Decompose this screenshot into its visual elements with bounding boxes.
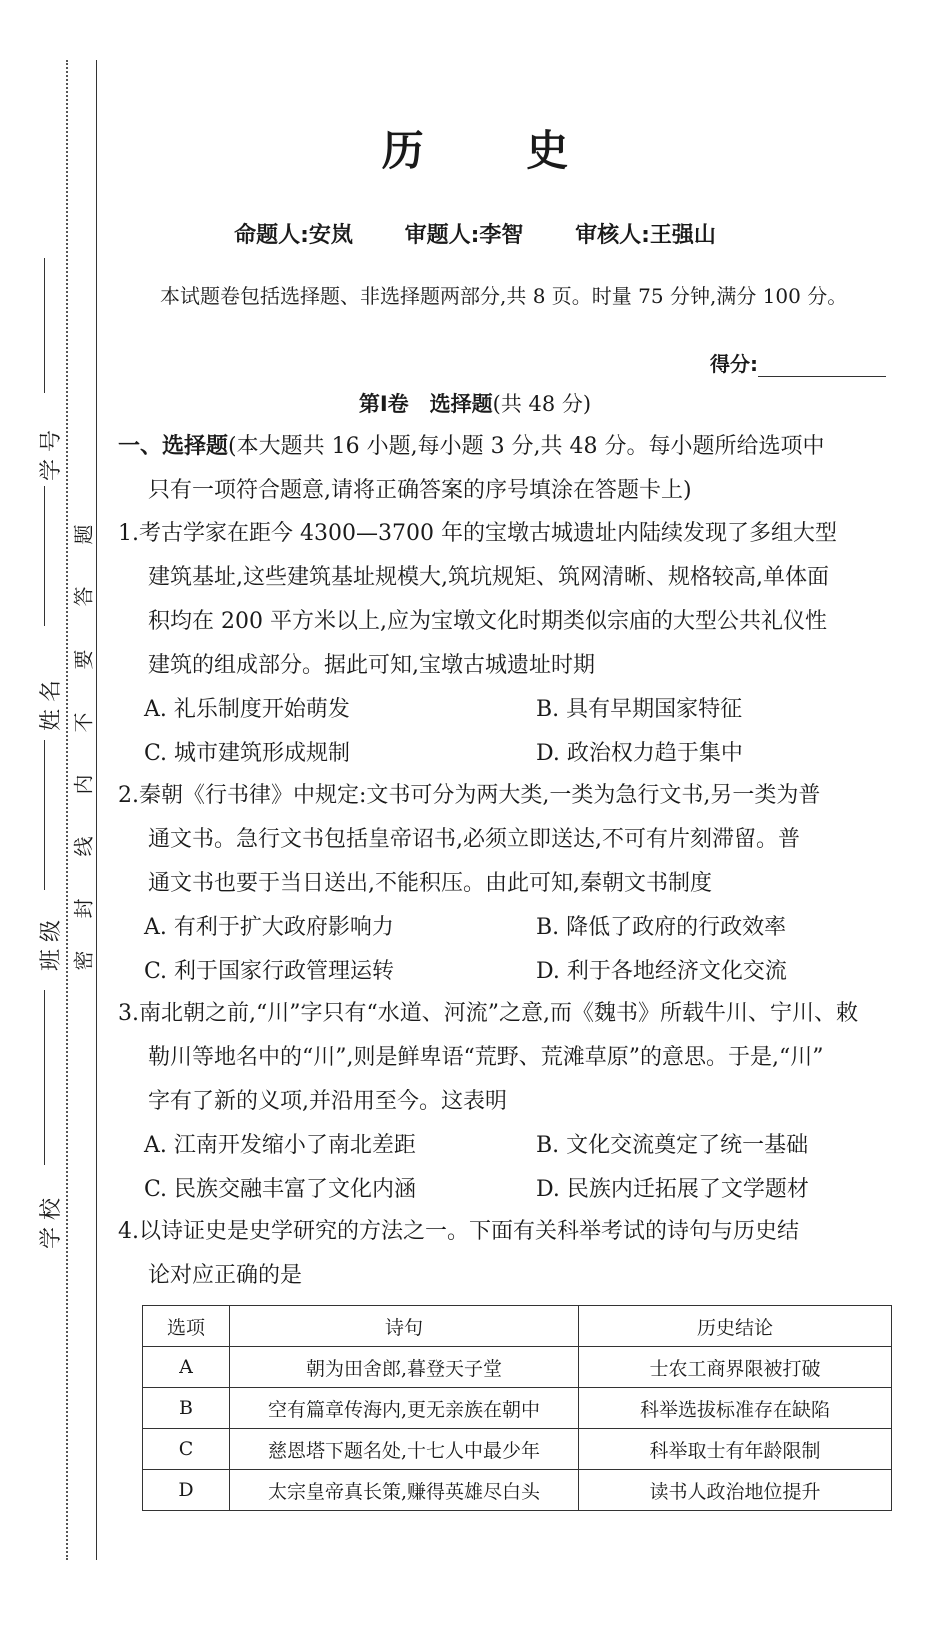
table-row[interactable]: [143, 1388, 892, 1429]
option-2a[interactable]: A. 有利于扩大政府影响力: [144, 915, 394, 940]
table-row[interactable]: [143, 1347, 892, 1388]
page-title: 历 史: [381, 126, 613, 175]
field-student-id: 学 号: [39, 430, 64, 481]
question-line: 通文书也要于当日送出,不能积压。由此可知,秦朝文书制度: [148, 871, 712, 896]
part1-line1: (本大题共 16 小题,每小题 3 分,共 48 分。每小题所给选项中: [228, 434, 825, 459]
seal-char: 线: [71, 836, 96, 857]
authors: [0, 218, 950, 249]
question-2: [118, 774, 898, 906]
table-header: 历史结论: [579, 1306, 892, 1347]
table-cell: 朝为田舍郎,暮登天子堂: [230, 1347, 579, 1388]
binding-dotted-line: [66, 60, 68, 1560]
option-3c[interactable]: C. 民族交融丰富了文化内涵: [144, 1177, 417, 1202]
section-heading: [0, 388, 950, 418]
question-1: [118, 512, 898, 688]
score-field: [710, 348, 886, 377]
table-cell: 士农工商界限被打破: [579, 1347, 892, 1388]
question-line: 建筑的组成部分。据此可知,宝墩古城遗址时期: [148, 653, 595, 678]
school-line: [44, 990, 45, 1165]
field-name: 姓 名: [39, 680, 64, 731]
table-cell: 科举取士有年龄限制: [579, 1429, 892, 1470]
table-cell: 慈恩塔下题名处,十七人中最少年: [230, 1429, 579, 1470]
table-cell: B: [143, 1388, 230, 1429]
table-cell: 空有篇章传海内,更无亲族在朝中: [230, 1388, 579, 1429]
table-cell: 科举选拔标准存在缺陷: [579, 1388, 892, 1429]
seal-char: 内: [71, 774, 96, 795]
question-line: 1.考古学家在距今 4300—3700 年的宝墩古城遗址内陆续发现了多组大型: [118, 521, 837, 546]
section-title: 第Ⅰ卷 选择题: [358, 392, 493, 416]
seal-char: 答: [71, 586, 96, 607]
option-2d[interactable]: D. 利于各地经济文化交流: [536, 959, 787, 984]
part1-instruction: [118, 425, 898, 513]
question-line: 论对应正确的是: [148, 1263, 303, 1288]
table-cell: D: [143, 1470, 230, 1511]
seal-char: 密: [71, 950, 96, 971]
table-header: 诗句: [230, 1306, 579, 1347]
option-3d[interactable]: D. 民族内迁拓展了文学题材: [536, 1177, 809, 1202]
option-2b[interactable]: B. 降低了政府的行政效率: [536, 915, 787, 940]
table-header: 选项: [143, 1306, 230, 1347]
option-2c[interactable]: C. 利于国家行政管理运转: [144, 959, 395, 984]
field-school: 学 校: [39, 1198, 64, 1249]
class-line: [44, 740, 45, 890]
question-line: 字有了新的义项,并沿用至今。这表明: [148, 1089, 507, 1114]
field-class: 班 级: [39, 920, 64, 971]
table-row[interactable]: [143, 1470, 892, 1511]
question-3: [118, 992, 898, 1124]
question-4-table: [142, 1305, 892, 1511]
question-line: 勒川等地名中的“川”,则是鲜卑语“荒野、荒滩草原”的意思。于是,“川”: [148, 1045, 824, 1070]
seal-char: 题: [71, 524, 96, 545]
table-header-row: [143, 1306, 892, 1347]
option-1c[interactable]: C. 城市建筑形成规制: [144, 741, 351, 766]
seal-char: 不: [71, 712, 96, 733]
option-1d[interactable]: D. 政治权力趋于集中: [536, 741, 743, 766]
name-line: [44, 486, 45, 626]
question-line: 积均在 200 平方米以上,应为宝墩文化时期类似宗庙的大型公共礼仪性: [148, 609, 827, 634]
exam-intro: 本试题卷包括选择题、非选择题两部分,共 8 页。时量 75 分钟,满分 100 分。: [160, 284, 848, 308]
student-id-line: [44, 258, 45, 393]
score-label: 得分:: [710, 352, 758, 376]
section-points: (共 48 分): [492, 392, 592, 416]
binding-solid-line: [96, 60, 97, 1560]
table-row[interactable]: [143, 1429, 892, 1470]
score-blank[interactable]: [758, 354, 886, 377]
author-reviewer: 审题人:李智: [404, 223, 524, 248]
option-3b[interactable]: B. 文化交流奠定了统一基础: [536, 1133, 809, 1158]
option-1b[interactable]: B. 具有早期国家特征: [536, 697, 743, 722]
question-line: 通文书。急行文书包括皇帝诏书,必须立即送达,不可有片刻滞留。普: [148, 827, 800, 852]
question-line: 建筑基址,这些建筑基址规模大,筑坑规矩、筑网清晰、规格较高,单体面: [148, 565, 829, 590]
question-4: [118, 1210, 898, 1298]
option-1a[interactable]: A. 礼乐制度开始萌发: [144, 697, 350, 722]
option-3a[interactable]: A. 江南开发缩小了南北差距: [144, 1133, 416, 1158]
author-checker: 审核人:王强山: [575, 223, 716, 248]
part1-line2: 只有一项符合题意,请将正确答案的序号填涂在答题卡上): [148, 478, 692, 503]
question-line: 4.以诗证史是史学研究的方法之一。下面有关科举考试的诗句与历史结: [118, 1219, 799, 1244]
seal-char: 封: [71, 898, 96, 919]
table-cell: 太宗皇帝真长策,赚得英雄尽白头: [230, 1470, 579, 1511]
seal-char: 要: [71, 649, 96, 670]
part1-heading: 一、选择题: [118, 434, 229, 459]
table-cell: A: [143, 1347, 230, 1388]
author-setter: 命题人:安岚: [234, 223, 353, 248]
table-cell: 读书人政治地位提升: [579, 1470, 892, 1511]
question-line: 3.南北朝之前,“川”字只有“水道、河流”之意,而《魏书》所载牛川、宁川、敕: [118, 1001, 858, 1026]
question-line: 2.秦朝《行书律》中规定:文书可分为两大类,一类为急行文书,另一类为普: [118, 783, 821, 808]
table-cell: C: [143, 1429, 230, 1470]
